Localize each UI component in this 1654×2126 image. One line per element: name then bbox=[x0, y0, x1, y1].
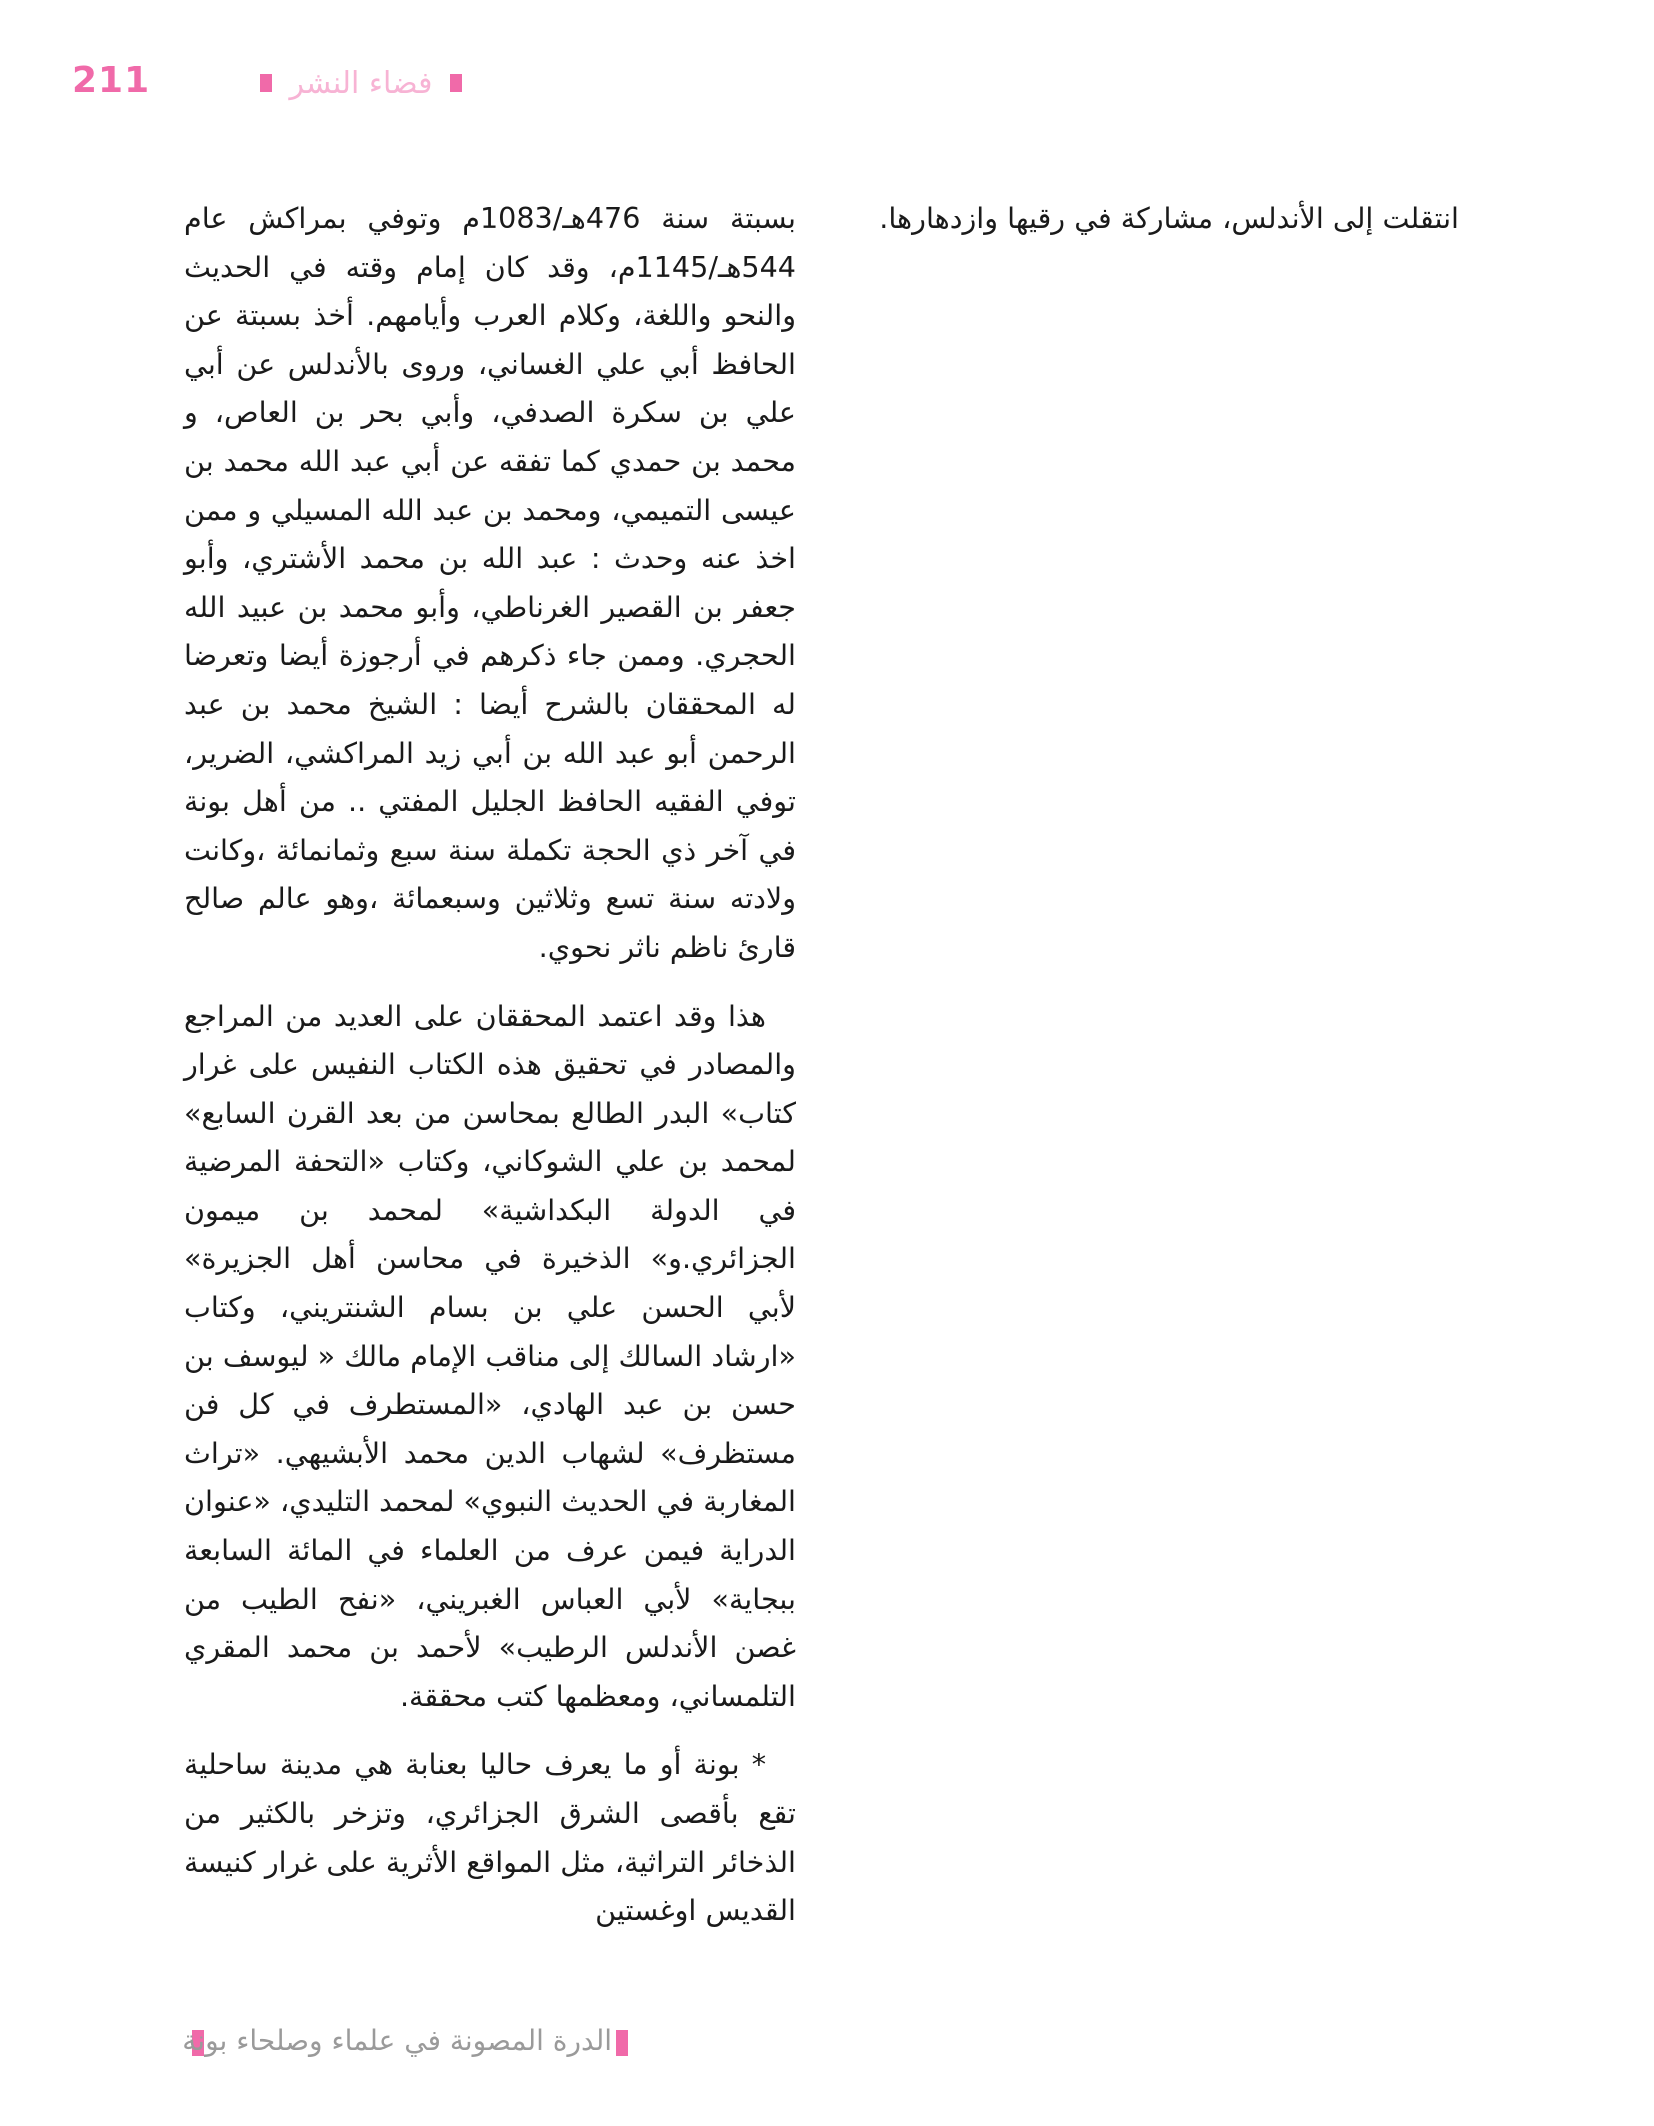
footer-marker-right bbox=[616, 2030, 628, 2056]
footnote-paragraph: * بونة أو ما يعرف حاليا بعنابة هي مدينة ساحلية تقع بأقصى الشرق الجزائري، وتزخر بالكثير من الذخائر التراثية، مثل المواقع الأثرية على غرار كنيسة القديس اوغستين bbox=[184, 1747, 796, 1928]
paragraph: هذا وقد اعتمد المحققان على العديد من المراجع والمصادر في تحقيق هذه الكتاب النفيس على غرار كتاب» البدر الطالع بمحاسن من بعد القرن السابع» لمحمد بن علي الشوكاني، وكتاب «التحفة المرضية في الدولة البكداشية» لمحمد بن ميمون الجزائري.و» الذخيرة في محاسن أهل الجزيرة» لأبي الحسن علي بن بسام الشنتريني، وكتاب «ارشاد السالك إلى مناقب الإمام مالك « ليوسف بن حسن بن عبد الهادي، «المستطرف في كل فن مستظرف» لشهاب الدين محمد الأبشيهي. «تراث المغاربة في الحديث النبوي» لمحمد التليدي، «عنوان الدراية فيمن عرف من العلماء في المائة السابعة ببجاية» لأبي العباس الغبريني، «نفح الطيب من غصن الأندلس الرطيب» لأحمد بن محمد المقري التلمساني، ومعظمها كتب محققة. bbox=[184, 998, 796, 1713]
section-marker-left bbox=[260, 74, 272, 92]
footer-title: الدرة المصونة في علماء وصلحاء بونة bbox=[182, 2024, 612, 2057]
paragraph: بسبتة سنة 476هـ/1083م وتوفي بمراكش عام 544هـ/1145م، وقد كان إمام وقته في الحديث والنحو واللغة، وكلام العرب وأيامهم. أخذ بسبتة عن الحافظ أبي علي الغساني، وروى بالأندلس عن أبي علي بن سكرة الصدفي، وأبي بحر بن العاص، و محمد بن حمدي كما تفقه عن أبي عبد الله محمد بن عيسى التميمي، ومحمد بن عبد الله المسيلي و ممن اخذ عنه وحدث : عبد الله بن محمد الأشتري، وأبو جعفر بن القصير الغرناطي، وأبو محمد بن عبيد الله الحجري. وممن جاء ذكرهم في أرجوزة أيضا وتعرضا له المحققان بالشرح أيضا : الشيخ محمد بن عبد الرحمن أبو عبد الله بن أبي زيد المراكشي، الضرير، توفي الفقيه الحافظ الجليل المفتي .. من أهل بونة في آخر ذي الحجة تكملة سنة سبع وثمانمائة ،وكانت ولادته سنة تسع وثلاثين وسبعمائة ،وهو عالم صالح قارئ ناظم ناثر نحوي. bbox=[184, 201, 797, 964]
page-number: 211 bbox=[72, 60, 151, 101]
page-footer bbox=[182, 2018, 632, 2068]
section-title: فضاء النشر bbox=[289, 66, 433, 101]
section-marker-right bbox=[450, 74, 462, 92]
paragraph: انتقلت إلى الأندلس، مشاركة في رقيها وازدهارها. bbox=[879, 201, 1459, 235]
right-text-column bbox=[837, 194, 1459, 243]
page-header bbox=[72, 60, 492, 110]
left-text-column bbox=[184, 194, 796, 1935]
